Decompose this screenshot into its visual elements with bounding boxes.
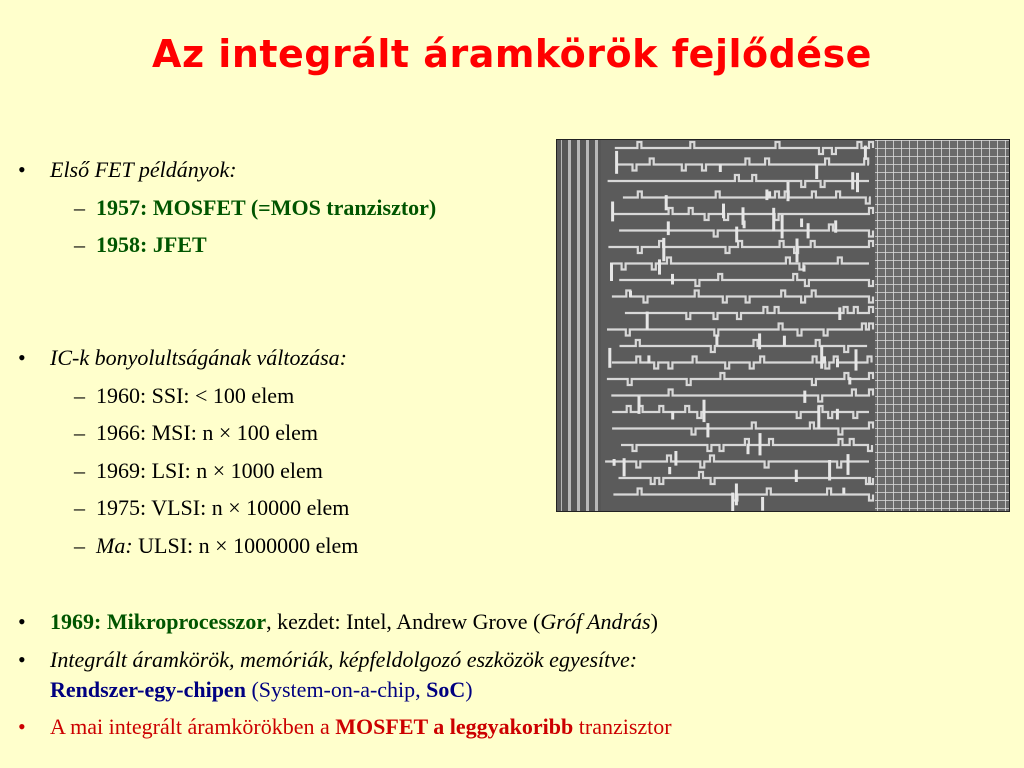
- circuit-via: [803, 391, 806, 403]
- circuit-via: [761, 497, 764, 511]
- circuit-via: [623, 458, 626, 476]
- ic-item-msi: 1966: MSI: n × 100 elem: [96, 420, 319, 445]
- circuit-via: [851, 172, 854, 189]
- circuit-via: [758, 333, 761, 349]
- circuit-via: [674, 451, 677, 466]
- fet-item-1958: 1958: JFET: [96, 232, 207, 257]
- circuit-via: [838, 307, 841, 320]
- dash-mark: –: [74, 195, 85, 220]
- micro-year: 1969: Mikroprocesszor: [50, 609, 267, 634]
- dash-mark: –: [74, 458, 85, 483]
- circuit-via: [836, 409, 839, 420]
- circuit-via: [765, 190, 768, 201]
- soc-close: ): [465, 677, 473, 702]
- circuit-via: [848, 377, 851, 384]
- mosfet-post: tranzisztor: [573, 714, 672, 739]
- ic-item-ssi: 1960: SSI: < 100 elem: [96, 383, 295, 408]
- circuit-via: [815, 165, 818, 179]
- micro-close: ): [650, 609, 658, 634]
- micro-text: , kezdet: Intel, Andrew Grove (: [266, 609, 541, 634]
- circuit-via: [658, 259, 661, 274]
- dash-mark: –: [74, 383, 85, 408]
- circuit-via: [665, 195, 668, 210]
- circuit-via: [817, 406, 820, 429]
- bullet-mark: •: [18, 714, 26, 739]
- circuit-via: [671, 274, 674, 285]
- chip-micrograph-svg: [557, 140, 1009, 511]
- soc-bold: Rendszer-egy-chipen: [50, 677, 246, 702]
- circuit-via: [667, 221, 670, 235]
- circuit-via: [787, 182, 790, 201]
- circuit-via: [836, 359, 839, 368]
- chip-micrograph-image: [556, 139, 1010, 512]
- soc-abbr: SoC: [426, 677, 466, 702]
- fet-item-1957: 1957: MOSFET (=MOS tranzisztor): [96, 195, 437, 220]
- circuit-via: [795, 470, 798, 482]
- dash-mark: –: [74, 533, 85, 558]
- circuit-via: [807, 223, 810, 238]
- circuit-via: [828, 460, 831, 481]
- circuit-via: [735, 227, 738, 243]
- circuit-via: [855, 349, 858, 370]
- bullet-mark: •: [18, 647, 26, 672]
- circuit-via: [668, 467, 671, 474]
- ic-item-ma-prefix: Ma:: [96, 533, 133, 558]
- soc-mid: (System-on-a-chip,: [245, 677, 427, 702]
- mosfet-bold: MOSFET a leggyakoribb: [335, 714, 574, 739]
- bullet-mark: •: [18, 609, 26, 634]
- circuit-via: [646, 312, 649, 330]
- circuit-via: [856, 173, 859, 192]
- circuit-via: [796, 239, 799, 263]
- circuit-via: [706, 423, 709, 437]
- circuit-via: [735, 484, 738, 506]
- circuit-via: [800, 219, 803, 228]
- dash-mark: –: [74, 232, 85, 257]
- circuit-via: [608, 348, 611, 368]
- page-title: Az integrált áramkörök fejlődése: [152, 32, 872, 76]
- circuit-via: [610, 263, 613, 282]
- circuit-via: [742, 207, 745, 225]
- circuit-via: [803, 265, 806, 271]
- circuit-via: [722, 204, 725, 219]
- dash-mark: –: [74, 420, 85, 445]
- ic-heading: IC-k bonyolultságának változása:: [50, 345, 347, 370]
- circuit-via: [823, 356, 826, 363]
- circuit-via: [772, 208, 775, 231]
- ic-item-vlsi: 1975: VLSI: n × 10000 elem: [96, 495, 350, 520]
- circuit-via: [613, 459, 616, 466]
- circuit-via: [747, 444, 750, 455]
- fet-heading: Első FET példányok:: [50, 157, 237, 182]
- bullet-mark: •: [18, 345, 26, 370]
- circuit-via: [715, 335, 718, 346]
- bullet-mark: •: [18, 157, 26, 182]
- circuit-via: [629, 291, 632, 297]
- circuit-via: [820, 346, 823, 369]
- circuit-via: [864, 146, 867, 160]
- micro-name: Gróf András: [540, 609, 651, 634]
- circuit-via: [847, 454, 850, 475]
- circuit-via: [615, 151, 618, 174]
- circuit-via: [834, 220, 837, 232]
- circuit-via: [719, 164, 722, 172]
- circuit-via: [731, 493, 734, 511]
- circuit-via: [662, 238, 665, 261]
- dash-mark: –: [74, 495, 85, 520]
- circuit-via: [703, 400, 706, 422]
- ic-item-lsi: 1969: LSI: n × 1000 elem: [96, 458, 323, 483]
- circuit-via: [759, 433, 762, 455]
- mosfet-pre: A mai integrált áramkörökben a: [50, 714, 336, 739]
- circuit-via: [638, 396, 641, 414]
- circuit-via: [671, 412, 674, 420]
- circuit-via: [783, 336, 786, 346]
- circuit-via: [768, 191, 771, 198]
- circuit-via: [647, 355, 650, 363]
- circuit-via: [842, 488, 845, 494]
- ic-item-ulsi: ULSI: n × 1000000 elem: [132, 533, 359, 558]
- soc-line1: Integrált áramkörök, memóriák, képfeldolgozó eszközök egyesítve:: [50, 647, 638, 672]
- circuit-via: [781, 215, 784, 239]
- circuit-via: [611, 202, 614, 222]
